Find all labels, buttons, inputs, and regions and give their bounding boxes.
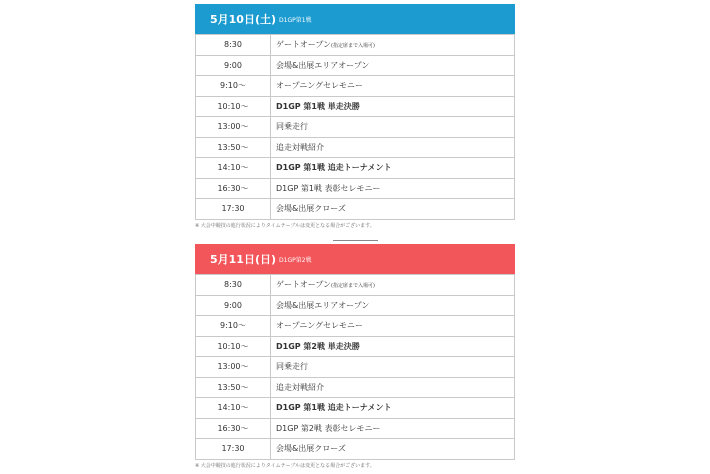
schedule-event	[271, 117, 515, 138]
day-header	[195, 4, 515, 34]
schedule-row	[196, 35, 515, 56]
event-title: D1GP 第1戦 追走トーナメント	[276, 403, 392, 413]
schedule-time: 8:30	[196, 35, 271, 56]
schedule-time: 16:30～	[196, 418, 271, 439]
day-date: 5月10日(土)	[210, 13, 277, 26]
schedule-time: 9:00	[196, 55, 271, 76]
event-title: ゲートオープン	[276, 40, 332, 50]
schedule-row	[196, 357, 515, 378]
schedule-event	[271, 275, 515, 296]
schedule-time: 9:00	[196, 295, 271, 316]
schedule-row	[196, 336, 515, 357]
schedule-time: 9:10～	[196, 76, 271, 97]
day-date: 5月11日(日)	[210, 253, 277, 266]
event-title: 会場&出展エリアオープン	[276, 300, 370, 310]
schedule-time: 14:10～	[196, 158, 271, 179]
schedule-event	[271, 439, 515, 460]
schedule-row	[196, 76, 515, 97]
schedule-table	[195, 34, 515, 220]
event-title: D1GP 第2戦 表彰セレモニー	[276, 423, 381, 433]
schedule-row	[196, 295, 515, 316]
schedule-event	[271, 295, 515, 316]
schedule-table	[195, 274, 515, 460]
schedule-event	[271, 76, 515, 97]
schedule-time: 13:50～	[196, 377, 271, 398]
schedule-row	[196, 96, 515, 117]
schedule-time: 13:00～	[196, 117, 271, 138]
event-title: オープニングセレモニー	[276, 81, 364, 91]
schedule-row	[196, 398, 515, 419]
schedule-event	[271, 199, 515, 220]
schedule-time: 9:10～	[196, 316, 271, 337]
day-subtitle: D1GP第2戦	[279, 256, 312, 264]
schedule-row	[196, 178, 515, 199]
schedule-time: 10:10～	[196, 336, 271, 357]
schedule-event	[271, 316, 515, 337]
day-header	[195, 244, 515, 274]
schedule-row	[196, 55, 515, 76]
event-title: 会場&出展クローズ	[276, 444, 346, 454]
schedule-row	[196, 158, 515, 179]
schedule-time: 10:10～	[196, 96, 271, 117]
event-title: 会場&出展エリアオープン	[276, 60, 370, 70]
schedule-time: 13:00～	[196, 357, 271, 378]
schedule-time: 16:30～	[196, 178, 271, 199]
schedule-row	[196, 418, 515, 439]
footnote: ※ 大会中競技の進行状況によりタイムテーブルは変更となる場合がございます。	[195, 462, 375, 469]
schedule-row	[196, 439, 515, 460]
schedule-event	[271, 35, 515, 56]
event-title: 追走対戦紹介	[276, 382, 324, 392]
schedule-time: 13:50～	[196, 137, 271, 158]
schedule-row	[196, 117, 515, 138]
event-title: D1GP 第1戦 追走トーナメント	[276, 163, 392, 173]
schedule-time: 17:30	[196, 199, 271, 220]
schedule-time: 17:30	[196, 439, 271, 460]
schedule-time: 14:10～	[196, 398, 271, 419]
event-title: 同乗走行	[276, 362, 308, 372]
schedule-event	[271, 137, 515, 158]
schedule-event	[271, 178, 515, 199]
day-subtitle: D1GP第1戦	[279, 16, 312, 24]
event-title: D1GP 第1戦 表彰セレモニー	[276, 183, 381, 193]
schedule-event	[271, 336, 515, 357]
schedule-event	[271, 55, 515, 76]
schedule-time: 8:30	[196, 275, 271, 296]
schedule-event	[271, 357, 515, 378]
footnote: ※ 大会中競技の進行状況によりタイムテーブルは変更となる場合がございます。	[195, 222, 375, 229]
event-title: オープニングセレモニー	[276, 321, 364, 331]
schedule-row	[196, 199, 515, 220]
event-title: D1GP 第2戦 単走決勝	[276, 341, 360, 351]
schedule-event	[271, 96, 515, 117]
schedule-event	[271, 158, 515, 179]
event-note: (指定席まで入場可)	[331, 43, 375, 50]
event-note: (指定席まで入場可)	[331, 283, 375, 290]
schedule-event	[271, 377, 515, 398]
day-section-1	[195, 4, 515, 229]
event-title: 追走対戦紹介	[276, 142, 324, 152]
schedule-row	[196, 275, 515, 296]
schedule-row	[196, 137, 515, 158]
event-title: 同乗走行	[276, 122, 308, 132]
event-title: D1GP 第1戦 単走決勝	[276, 101, 360, 111]
section-divider	[333, 240, 378, 241]
schedule-event	[271, 398, 515, 419]
event-title: 会場&出展クローズ	[276, 204, 346, 214]
event-title: ゲートオープン	[276, 280, 332, 290]
schedule-event	[271, 418, 515, 439]
schedule-row	[196, 377, 515, 398]
day-section-2	[195, 244, 515, 469]
schedule-row	[196, 316, 515, 337]
